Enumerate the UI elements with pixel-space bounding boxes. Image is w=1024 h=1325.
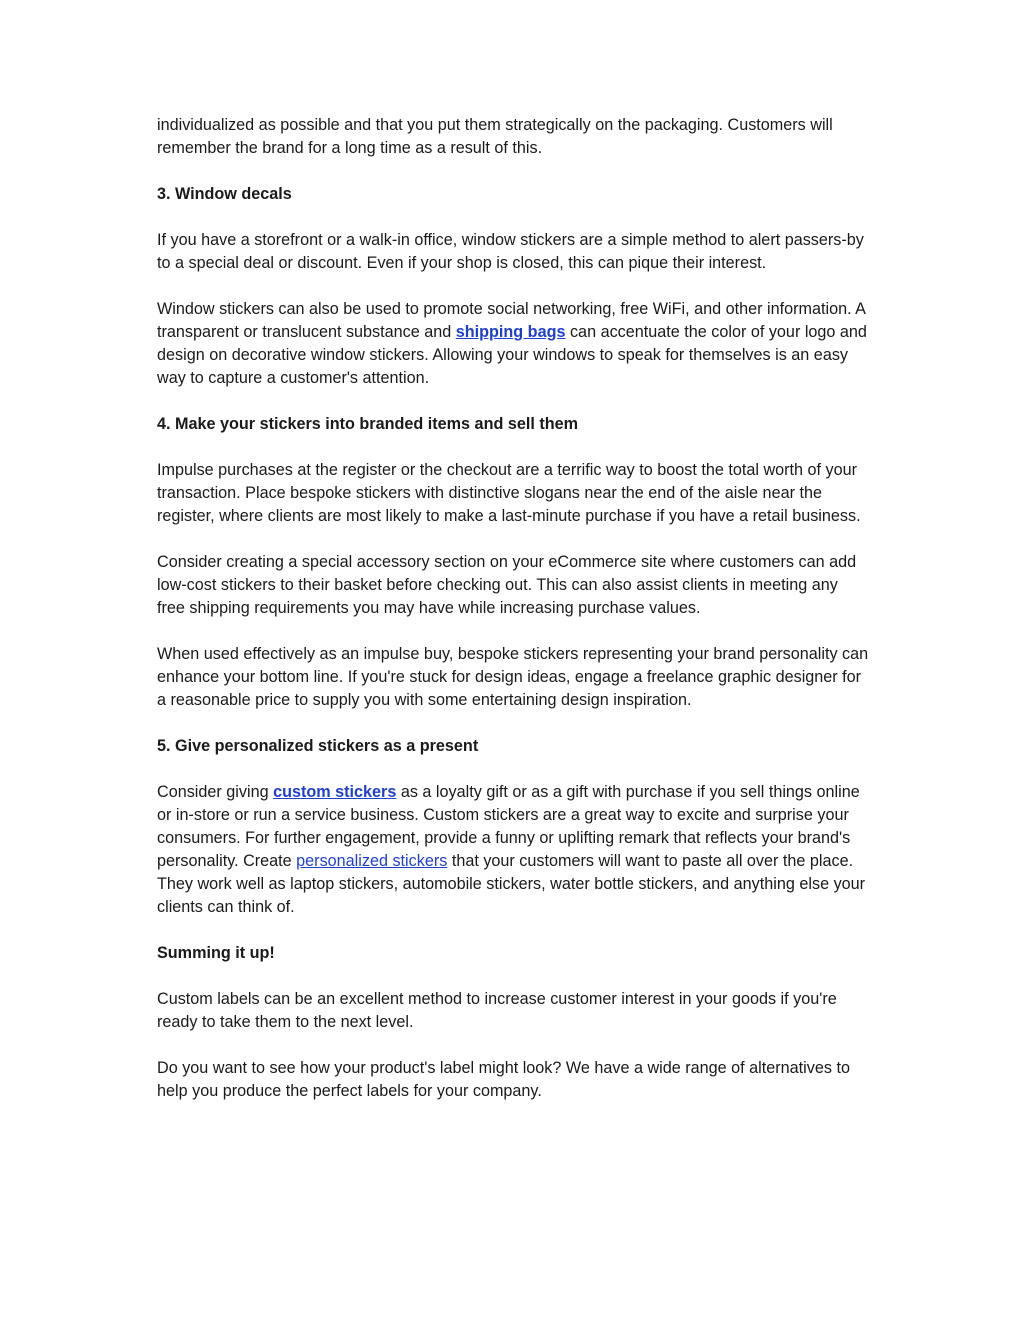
paragraph-present xyxy=(157,781,869,919)
paragraph-summing-2: Do you want to see how your product's label might look? We have a wide range of alternatives to help you produce the perfect labels for your company. xyxy=(157,1059,850,1100)
paragraph-branded-1: Impulse purchases at the register or the checkout are a terrific way to boost the total worth of your transaction. Place bespoke stickers with distinctive slogans near the end of the aisle near the register, where clients are most likely to make a last-minute purchase if you have a retail business. xyxy=(157,461,861,525)
paragraph-intro: individualized as possible and that you put them strategically on the packaging. Customers will remember the brand for a long time as a result of this. xyxy=(157,116,833,157)
paragraph-window-2-text-b: can accentuate the color of your logo and design on decorative window stickers. Allowing your windows to speak for themselves is an easy way to capture a customer's attention. xyxy=(157,323,867,387)
heading-branded-items: 4. Make your stickers into branded items and sell them xyxy=(157,415,579,433)
document-page xyxy=(157,114,869,1126)
shipping-bags-link[interactable]: shipping bags xyxy=(455,323,566,341)
paragraph-present-text-c: that your customers will want to paste all over the place. They work well as laptop stickers, automobile stickers, water bottle stickers, and anything else your clients can think of. xyxy=(157,852,866,916)
paragraph-branded-2: Consider creating a special accessory section on your eCommerce site where customers can add low-cost stickers to their basket before checking out. This can also assist clients in meeting any free shipping requirements you may have while increasing purchase values. xyxy=(157,553,857,617)
heading-window-decals: 3. Window decals xyxy=(157,185,292,203)
heading-summing-up: Summing it up! xyxy=(157,944,275,962)
paragraph-window-2-text-a: Window stickers can also be used to promote social networking, free WiFi, and other information. A transparent or translucent substance and xyxy=(157,300,866,341)
paragraph-branded-3: When used effectively as an impulse buy, bespoke stickers representing your brand personality can enhance your bottom line. If you're stuck for design ideas, engage a freelance graphic designer for a reasonable price to supply you with some entertaining design inspiration. xyxy=(157,645,869,709)
heading-personalized-present: 5. Give personalized stickers as a present xyxy=(157,737,479,755)
paragraph-window-1: If you have a storefront or a walk-in office, window stickers are a simple method to alert passers-by to a special deal or discount. Even if your shop is closed, this can pique their interest. xyxy=(157,231,864,272)
paragraph-window-2 xyxy=(157,298,869,390)
custom-stickers-link[interactable]: custom stickers xyxy=(273,783,397,801)
paragraph-summing-1: Custom labels can be an excellent method to increase customer interest in your goods if you're ready to take them to the next level. xyxy=(157,990,837,1031)
personalized-stickers-link[interactable]: personalized stickers xyxy=(296,852,448,870)
paragraph-present-text-a: Consider giving xyxy=(157,783,274,801)
paragraph-present-text-b: as a loyalty gift or as a gift with purchase if you sell things online or in-store or run a service business. Custom stickers are a great way to excite and surprise your consumers. For further engagement, provide a funny or uplifting remark that reflects your brand's personality. Create xyxy=(157,783,860,870)
